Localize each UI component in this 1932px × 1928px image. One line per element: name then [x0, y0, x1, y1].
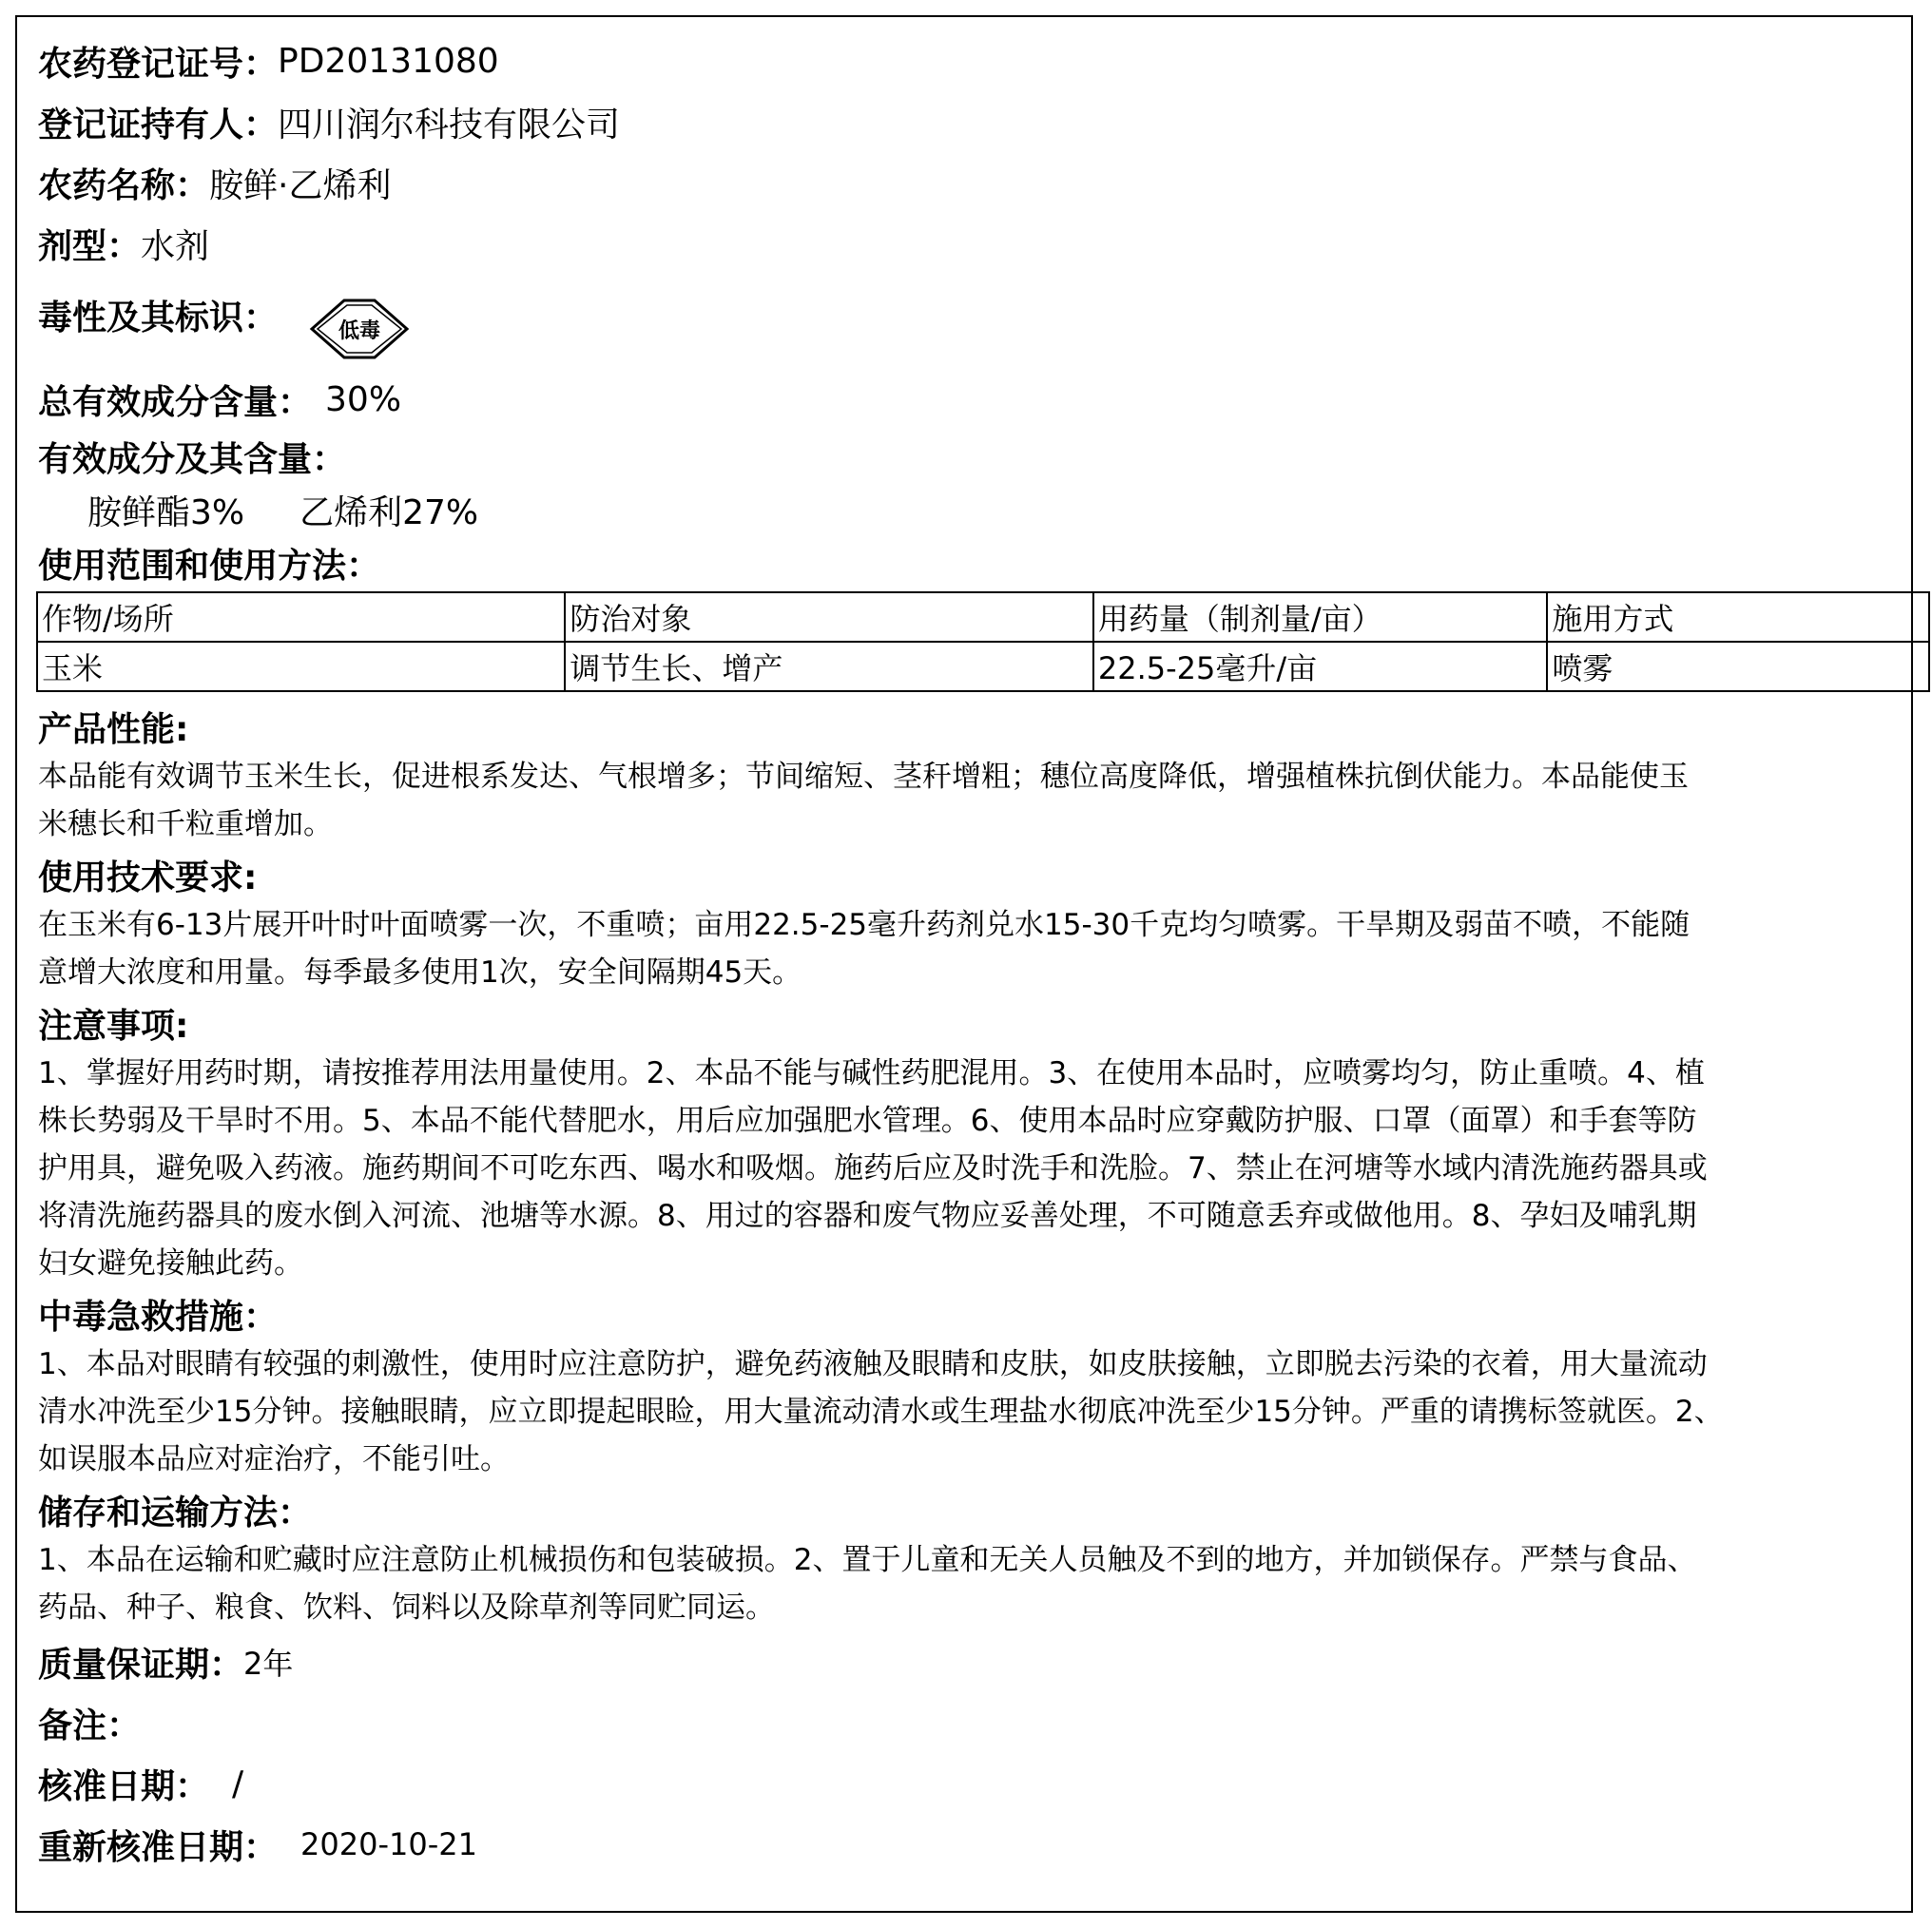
- notes-heading: 注意事项:: [38, 1006, 189, 1046]
- holder-label: 登记证持有人：: [38, 105, 279, 145]
- text-line: 药品、种子、粮食、饮料、饲料以及除草剂等同贮同运。: [38, 1591, 775, 1625]
- table-header-cell: 作物/场所: [37, 592, 565, 642]
- holder-row: [38, 91, 1898, 152]
- table-cell: 喷雾: [1547, 642, 1929, 691]
- warranty-row: [38, 1631, 1898, 1692]
- text-line: 如误服本品应对症治疗，不能引吐。: [38, 1442, 510, 1476]
- tech-heading: 使用技术要求:: [38, 858, 258, 897]
- text-line: 意增大浓度和用量。每季最多使用1次，安全间隔期45天。: [38, 955, 802, 990]
- performance-heading: 产品性能:: [38, 709, 189, 749]
- text-line: 1、掌握好用药时期，请按推荐用法用量使用。2、本品不能与碱性药肥混用。3、在使用本品时，应喷雾均匀，防止重喷。4、植: [38, 1056, 1705, 1090]
- reapproval-row: [38, 1814, 1898, 1875]
- text-line: 株长势弱及干旱时不用。5、本品不能代替肥水，用后应加强肥水管理。6、使用本品时应穿戴防护服、口罩（面罩）和手套等防: [38, 1104, 1697, 1138]
- table-header-cell: 用药量（制剂量/亩）: [1093, 592, 1548, 642]
- ingredients-list: [38, 483, 1898, 536]
- text-line: 本品能有效调节玉米生长，促进根系发达、气根增多；节间缩短、茎秆增粗；穗位高度降低，增强植株抗倒伏能力。本品能使玉: [38, 760, 1689, 794]
- reapproval-value: 2020-10-21: [300, 1826, 477, 1862]
- warranty-label: 质量保证期：: [38, 1645, 244, 1685]
- name-label: 农药名称：: [38, 165, 210, 205]
- total-content-label: 总有效成分含量：: [38, 382, 313, 422]
- firstaid-heading: 中毒急救措施：: [38, 1297, 279, 1337]
- label-content: [38, 30, 1898, 1875]
- ingredients-heading: 有效成分及其含量：: [38, 439, 347, 479]
- text-line: 在玉米有6-13片展开叶时叶面喷雾一次，不重喷；亩用22.5-25毫升药剂兑水15-30千克均匀喷雾。干旱期及弱苗不喷，不能随: [38, 908, 1690, 942]
- approval-row: [38, 1753, 1898, 1814]
- tech-text: [38, 901, 1898, 996]
- formulation-value: 水剂: [141, 226, 210, 266]
- table-header-cell: 施用方式: [1547, 592, 1929, 642]
- table-row: [37, 642, 1929, 691]
- notes-text: [38, 1050, 1898, 1287]
- reg-no-label: 农药登记证号：: [38, 44, 279, 84]
- remark-label: 备注：: [38, 1706, 142, 1745]
- approval-value: /: [232, 1764, 244, 1803]
- table-cell: 调节生长、增产: [565, 642, 1092, 691]
- firstaid-text: [38, 1340, 1898, 1483]
- approval-label: 核准日期：: [38, 1766, 210, 1806]
- text-line: 清水冲洗至少15分钟。接触眼睛，应立即提起眼睑，用大量流动清水或生理盐水彻底冲洗至少15分钟。严重的请携标签就医。2、: [38, 1395, 1724, 1429]
- usage-table: [36, 591, 1930, 692]
- storage-text: [38, 1536, 1898, 1631]
- formulation-label: 剂型：: [38, 226, 142, 266]
- text-line: 将清洗施药器具的废水倒入河流、池塘等水源。8、用过的容器和废气物应妥善处理，不可随意丢弃或做他用。8、孕妇及哺乳期: [38, 1199, 1697, 1233]
- table-header-cell: 防治对象: [565, 592, 1092, 642]
- text-line: 1、本品对眼睛有较强的刺激性，使用时应注意防护，避免药液触及眼睛和皮肤，如皮肤接触，立即脱去污染的衣着，用大量流动: [38, 1347, 1708, 1381]
- formulation-row: [38, 213, 1898, 274]
- text-line: 护用具，避免吸入药液。施药期间不可吃东西、喝水和吸烟。施药后应及时洗手和洗脸。7、禁止在河塘等水域内清洗施药器具或: [38, 1151, 1708, 1186]
- label-frame: [15, 15, 1913, 1913]
- name-value: 胺鲜·乙烯利: [209, 165, 392, 205]
- performance-text: [38, 753, 1898, 848]
- holder-value: 四川润尔科技有限公司: [278, 105, 621, 145]
- table-cell: 22.5-25毫升/亩: [1093, 642, 1548, 691]
- text-line: 1、本品在运输和贮藏时应注意防止机械损伤和包装破损。2、置于儿童和无关人员触及不到的地方，并加锁保存。严禁与食品、: [38, 1543, 1697, 1577]
- total-content-value: 30%: [325, 379, 402, 419]
- usage-heading: 使用范围和使用方法：: [38, 546, 381, 586]
- table-header-row: [37, 592, 1929, 642]
- reg-no-row: [38, 30, 1898, 91]
- reg-no-value: PD20131080: [278, 41, 499, 81]
- toxicity-label: 毒性及其标识：: [38, 299, 279, 337]
- low-toxicity-icon: [306, 295, 413, 363]
- table-cell: 玉米: [37, 642, 565, 691]
- ingredient-item: 胺鲜酯3%: [87, 492, 245, 532]
- name-row: [38, 152, 1898, 213]
- storage-heading: 储存和运输方法：: [38, 1493, 313, 1533]
- warranty-value: 2年: [243, 1646, 294, 1682]
- text-line: 米穗长和千粒重增加。: [38, 807, 333, 841]
- toxicity-row: [38, 274, 1898, 369]
- reapproval-label: 重新核准日期：: [38, 1827, 279, 1867]
- total-content-row: [38, 369, 1898, 430]
- ingredient-item: 乙烯利27%: [299, 492, 479, 532]
- remark-row: [38, 1692, 1898, 1753]
- text-line: 妇女避免接触此药。: [38, 1246, 303, 1281]
- toxicity-badge-text: 低毒: [338, 318, 381, 343]
